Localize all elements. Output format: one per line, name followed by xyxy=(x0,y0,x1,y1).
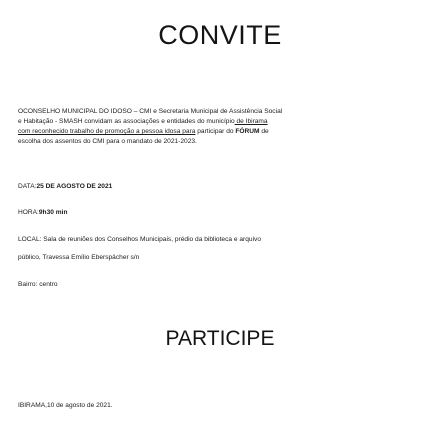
date-line xyxy=(18,183,112,190)
invitation-line-2-text: e Habitação - SMASH convidam as associações e entidades do município xyxy=(18,118,235,125)
location-line-2: público, Travessa Emílio Eberspächer s/n xyxy=(18,254,140,261)
time-value: 9h30 min xyxy=(38,209,68,216)
neighborhood-line: Bairro: centro xyxy=(18,281,58,288)
forum-label: FÓRUM xyxy=(235,128,260,135)
invitation-city: de Ibirama xyxy=(234,118,268,125)
invitation-line-2 xyxy=(18,117,423,127)
invitation-line-4: escolha dos assentos do CMI para o mandato de 2021-2023. xyxy=(18,138,197,145)
document-title: CONVITE xyxy=(158,20,282,50)
invitation-line-1: OCONSELHO MUNICIPAL DO IDOSO – CMI e Secretaria Municipal de Assistência Social xyxy=(18,108,283,115)
invitation-line-3-text: participar do xyxy=(195,128,236,135)
invitation-line-3-underlined: com reconhecido trabalho de promoção a pessoa idosa para xyxy=(18,128,196,135)
date-label: DATA: xyxy=(18,183,37,190)
invitation-line-3-end: de xyxy=(259,128,269,135)
date-value: 25 DE AGOSTO DE 2021 xyxy=(36,183,113,190)
time-label: HORA: xyxy=(18,209,39,216)
call-to-action: PARTICIPE xyxy=(165,327,275,350)
invitation-line-3 xyxy=(18,127,423,137)
time-line xyxy=(18,209,67,216)
invitation-paragraph xyxy=(18,107,423,147)
location-line-1: LOCAL: Sala de reuniões dos Conselhos Municipais, prédio da biblioteca e arquivo xyxy=(18,236,262,243)
signature-line: IBIRAMA,10 de agosto de 2021. xyxy=(18,402,113,409)
